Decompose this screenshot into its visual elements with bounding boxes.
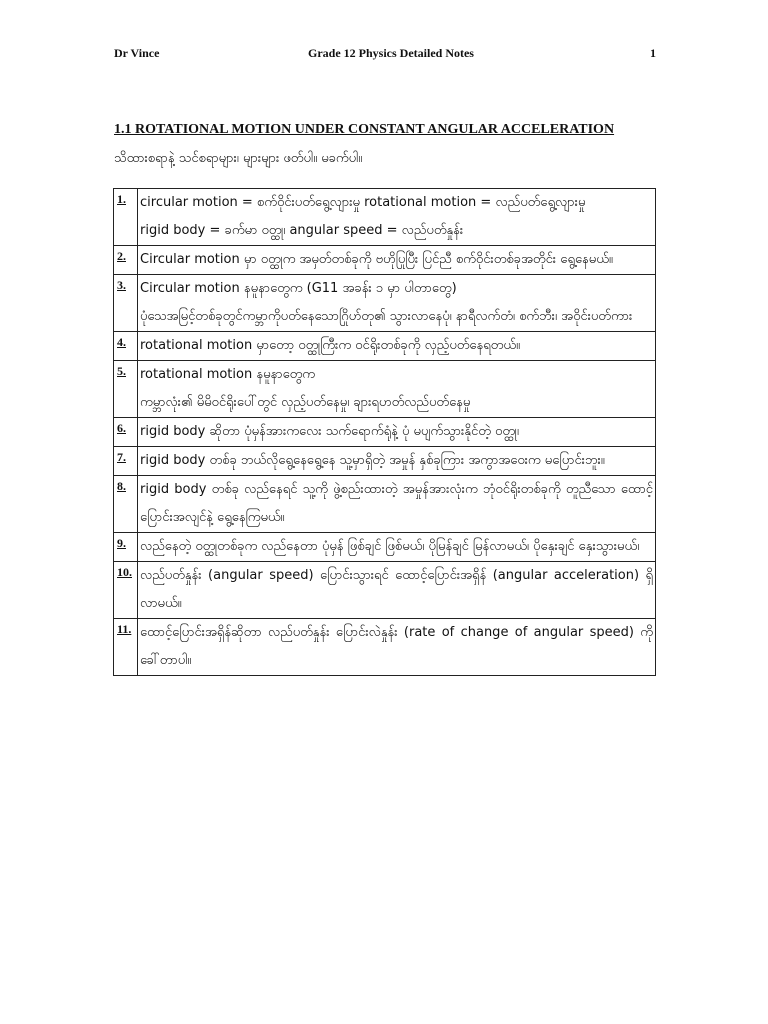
row-text (138, 246, 656, 275)
table-row (114, 332, 656, 361)
row-text-line: လည်ပတ်နှုန်း (angular speed) ပြောင်းသွားရင် ထောင့်ပြောင်းအရှိန် (angular acceleration) ရှိလာမယ်။ (140, 568, 653, 611)
section-heading: 1.1 ROTATIONAL MOTION UNDER CONSTANT ANGULAR ACCELERATION (114, 122, 615, 137)
row-number: 1. (114, 189, 138, 246)
page-number: 1 (650, 46, 656, 60)
table-row (114, 418, 656, 447)
row-text-line: ပုံသေအမြင့်တစ်ခုတွင်ကမ္ဘာကိုပတ်နေသောဂြိုဟ်တု၏ သွားလာနေပုံ၊ နာရီလက်တံ၊ စက်ဘီး၊ အဝိုင်းပတ်ကား (140, 309, 633, 324)
row-text-line: ကမ္ဘာလုံး၏ မိမိဝင်ရိုးပေါ်တွင် လှည့်ပတ်နေမှု၊ ချားရဟတ်လည်ပတ်နေမှု (140, 395, 471, 410)
row-text-line: Circular motion နမူနာတွေက (G11 အခန်း ၁ မှာ ပါတာတွေ) (140, 281, 457, 296)
row-text (138, 562, 656, 619)
row-text (138, 533, 656, 562)
row-number: 6. (114, 418, 138, 447)
row-number: 4. (114, 332, 138, 361)
document-title: Grade 12 Physics Detailed Notes (308, 46, 474, 60)
row-text (138, 275, 656, 332)
table-row (114, 619, 656, 676)
table-row (114, 562, 656, 619)
table-row (114, 189, 656, 246)
page-header (114, 46, 656, 64)
row-text-line: circular motion = စက်ဝိုင်းပတ်ရွေ့လျားမှု rotational motion = လည်ပတ်ရွေ့လျားမှု (140, 195, 586, 210)
table-row (114, 246, 656, 275)
row-number: 7. (114, 447, 138, 476)
row-text-line: rotational motion နမူနာတွေက (140, 367, 316, 382)
table-row (114, 476, 656, 533)
table-row (114, 447, 656, 476)
intro-line: သိထားစရာနဲ့ သင်စရာများ၊ များများ ဖတ်ပါ။ မခက်ပါ။ (114, 151, 363, 166)
row-text (138, 332, 656, 361)
row-text (138, 189, 656, 246)
row-number: 11. (114, 619, 138, 676)
table-row (114, 361, 656, 418)
row-text-line: Circular motion မှာ ဝတ္ထုက အမှတ်တစ်ခုကို ဗဟိုပြုပြီး ပြင်ညီ စက်ဝိုင်းတစ်ခုအတိုင်း ရွေ့နေမယ်။ (140, 252, 613, 267)
row-text (138, 619, 656, 676)
row-text-line: rigid body = ခက်မာ ဝတ္ထု၊ angular speed = လည်ပတ်နှုန်း (140, 223, 464, 238)
row-text (138, 447, 656, 476)
row-number: 10. (114, 562, 138, 619)
row-number: 5. (114, 361, 138, 418)
author-name: Dr Vince (114, 46, 160, 60)
table-row (114, 275, 656, 332)
table-row (114, 533, 656, 562)
row-number: 2. (114, 246, 138, 275)
row-text-line: လည်နေတဲ့ ဝတ္ထုတစ်ခုက လည်နေတာ ပုံမှန် ဖြစ်ချင် ဖြစ်မယ်၊ ပိုမြန်ချင် မြန်လာမယ်၊ ပိုနှေးချင် နှေးသွားမယ်၊ (140, 539, 640, 554)
row-text-line: rigid body တစ်ခု ဘယ်လိုရွေ့နေရွေ့နေ သူ့မှာရှိတဲ့ အမှုန် နှစ်ခုကြား အကွာအဝေးက မပြောင်းဘူး။ (140, 453, 605, 468)
row-text-line: rotational motion မှာတော့ ဝတ္ထုကြီးက ဝင်ရိုးတစ်ခုကို လှည့်ပတ်နေရတယ်။ (140, 338, 520, 353)
notes-table-body (114, 189, 656, 676)
row-text (138, 361, 656, 418)
notes-table (113, 188, 656, 676)
row-text-line: rigid body တစ်ခု လည်နေရင် သူ့ကို ဖွဲ့စည်းထားတဲ့ အမှုန်အားလုံးက ဘုံဝင်ရိုးတစ်ခုကို တူညီသော ထောင့်ပြောင်းအလျင်နဲ့ ရွေ့နေကြမယ်။ (140, 482, 653, 525)
row-number: 8. (114, 476, 138, 533)
row-text (138, 476, 656, 533)
row-number: 9. (114, 533, 138, 562)
row-text-line: rigid body ဆိုတာ ပုံမှန်အားကလေး သက်ရောက်ရုံနဲ့ ပုံ မပျက်သွားနိုင်တဲ့ ဝတ္ထု၊ (140, 424, 519, 439)
row-text (138, 418, 656, 447)
row-number: 3. (114, 275, 138, 332)
row-text-line: ထောင့်ပြောင်းအရှိန်ဆိုတာ လည်ပတ်နှုန်း ပြောင်းလဲနှုန်း (rate of change of angular speed) ကို ခေါ်တာပါ။ (140, 625, 653, 668)
